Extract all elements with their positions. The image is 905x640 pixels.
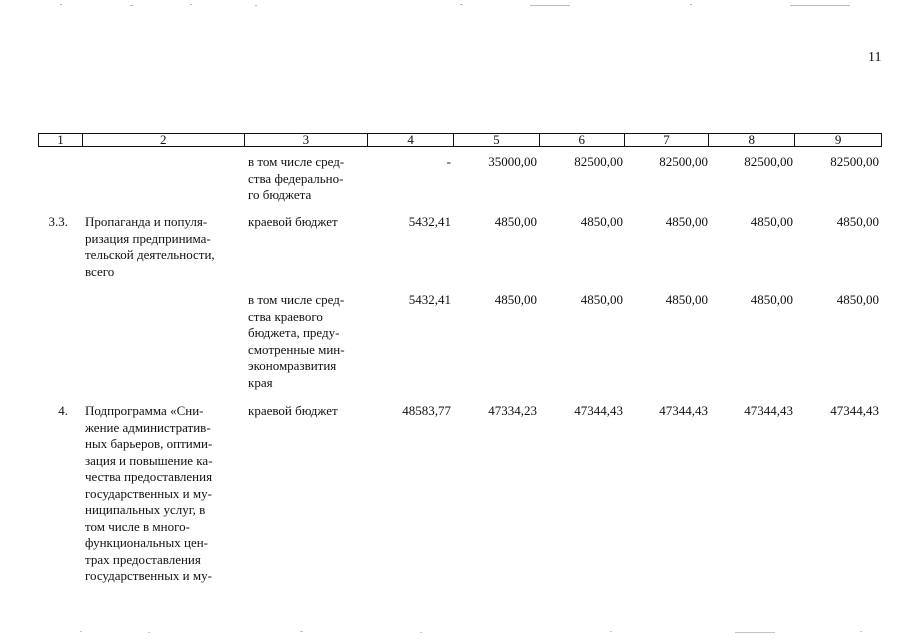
value-col-4: 48583,77 xyxy=(402,403,451,418)
value-col-9: 47344,43 xyxy=(830,403,879,418)
column-header-1: 1 xyxy=(39,134,83,146)
value-col-5: 35000,00 xyxy=(488,154,537,169)
table-header-row xyxy=(38,133,882,147)
name-line: зация и повышение ка- xyxy=(85,452,213,468)
source-line: ства краевого xyxy=(248,308,323,324)
item-name-cell xyxy=(85,214,243,280)
name-line: тельской деятельности, xyxy=(85,247,215,262)
name-line: трах предоставления xyxy=(85,551,201,567)
value-col-7: 82500,00 xyxy=(659,154,708,169)
scan-noise-top xyxy=(0,3,905,7)
column-header-5: 5 xyxy=(454,134,540,146)
name-line: государственных и му- xyxy=(85,568,212,583)
column-header-2: 2 xyxy=(83,134,245,146)
value-col-6: 82500,00 xyxy=(574,154,623,169)
page-number: 11 xyxy=(868,50,882,65)
name-line: жение административ- xyxy=(85,419,211,435)
source-line: го бюджета xyxy=(248,187,312,202)
source-cell xyxy=(248,403,366,420)
source-line: ства федерально- xyxy=(248,170,344,186)
name-line: функциональных цен- xyxy=(85,535,208,550)
value-col-6: 4850,00 xyxy=(580,292,623,307)
source-line: края xyxy=(248,374,273,390)
value-col-8: 82500,00 xyxy=(744,154,793,169)
column-header-7: 7 xyxy=(625,134,710,146)
column-header-6: 6 xyxy=(540,134,625,146)
source-line: в том числе сред- xyxy=(248,292,345,307)
source-line: смотренные мин- xyxy=(248,341,345,357)
name-line: Пропаганда и популя- xyxy=(85,214,208,229)
value-col-9: 4850,00 xyxy=(836,214,879,229)
value-col-8: 4850,00 xyxy=(750,292,793,307)
name-line: всего xyxy=(85,263,115,279)
column-header-8: 8 xyxy=(709,134,795,146)
value-col-4: 5432,41 xyxy=(408,292,451,307)
value-col-9: 4850,00 xyxy=(836,292,879,307)
value-col-6: 47344,43 xyxy=(574,403,623,418)
source-cell xyxy=(248,292,366,391)
source-line: экономразвития xyxy=(248,358,337,373)
scan-noise-bottom xyxy=(0,630,905,634)
value-col-7: 47344,43 xyxy=(659,403,708,418)
source-line: в том числе сред- xyxy=(248,154,345,169)
value-col-8: 47344,43 xyxy=(744,403,793,418)
item-name-cell xyxy=(85,403,243,585)
value-col-8: 4850,00 xyxy=(750,214,793,229)
row-number: 3.3. xyxy=(48,214,68,229)
value-col-7: 4850,00 xyxy=(665,292,708,307)
value-col-7: 4850,00 xyxy=(665,214,708,229)
row-number: 4. xyxy=(58,403,68,418)
source-line: бюджета, преду- xyxy=(248,325,340,340)
source-line: краевой бюджет xyxy=(248,214,338,229)
column-header-9: 9 xyxy=(834,132,842,147)
value-col-5: 47334,23 xyxy=(488,403,537,418)
name-line: ниципальных услуг, в xyxy=(85,502,206,517)
source-cell xyxy=(248,154,366,204)
value-col-4: - xyxy=(446,154,451,169)
value-col-5: 4850,00 xyxy=(494,292,537,307)
value-col-6: 4850,00 xyxy=(580,214,623,229)
name-line: ризация предпринима- xyxy=(85,230,211,246)
source-cell xyxy=(248,214,366,231)
value-col-9: 82500,00 xyxy=(830,154,879,169)
value-col-4: 5432,41 xyxy=(408,214,451,229)
source-line: краевой бюджет xyxy=(248,403,338,418)
value-col-5: 4850,00 xyxy=(494,214,537,229)
name-line: чества предоставления xyxy=(85,469,213,484)
name-line: государственных и му- xyxy=(85,485,212,501)
name-line: том числе в много- xyxy=(85,518,190,534)
column-header-3: 3 xyxy=(245,134,369,146)
name-line: ных барьеров, оптими- xyxy=(85,436,213,451)
name-line: Подпрограмма «Сни- xyxy=(85,403,204,418)
column-header-4: 4 xyxy=(368,134,454,146)
